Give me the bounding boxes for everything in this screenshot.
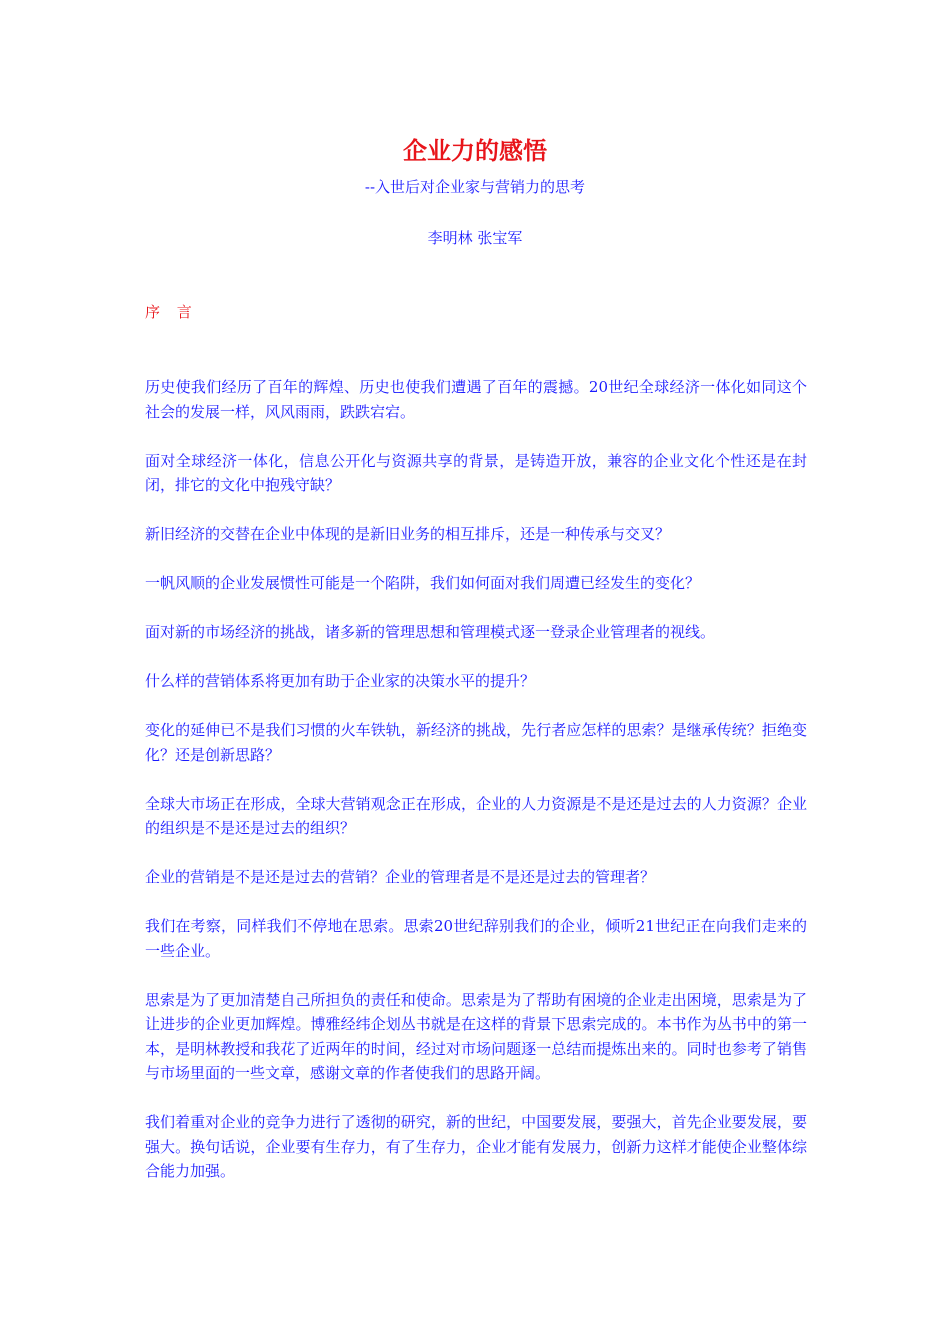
paragraph-6: 什么样的营销体系将更加有助于企业家的决策水平的提升？ bbox=[145, 672, 536, 690]
paragraph-4: 一帆风顺的企业发展惯性可能是一个陷阱，我们如何面对我们周遭已经发生的变化？ bbox=[145, 574, 701, 592]
paragraph-10: 我们在考察，同样我们不停地在思索。思索20世纪辞别我们的企业，倾听21世纪正在向我们走来的一些企业。 bbox=[145, 917, 807, 960]
paragraph-1: 历史使我们经历了百年的辉煌、历史也使我们遭遇了百年的震撼。20世纪全球经济一体化如同这个社会的发展一样，风风雨雨，跌跌宕宕。 bbox=[145, 378, 807, 421]
paragraph-2: 面对全球经济一体化，信息公开化与资源共享的背景，是铸造开放，兼容的企业文化个性还是在封闭，排它的文化中抱残守缺？ bbox=[145, 451, 807, 494]
paragraph-8: 全球大市场正在形成，全球大营销观念正在形成，企业的人力资源是不是还是过去的人力资源？企业的组织是不是还是过去的组织？ bbox=[145, 794, 807, 837]
paragraph-12: 我们着重对企业的竞争力进行了透彻的研究，新的世纪，中国要发展，要强大，首先企业要发展，要强大。换句话说，企业要有生存力，有了生存力，企业才能有发展力，创新力这样才能使企业整体综合能力加强。 bbox=[145, 1113, 807, 1180]
section-heading-preface: 序 言 bbox=[145, 303, 198, 321]
body-text bbox=[145, 375, 807, 1208]
paragraph-7: 变化的延伸已不是我们习惯的火车铁轨，新经济的挑战，先行者应怎样的思索？是继承传统？拒绝变化？还是创新思路？ bbox=[145, 721, 807, 764]
paragraph-3: 新旧经济的交替在企业中体现的是新旧业务的相互排斥，还是一种传承与交叉？ bbox=[145, 525, 671, 543]
document-title: 企业力的感悟 bbox=[403, 136, 547, 165]
document-subtitle: --入世后对企业家与营销力的思考 bbox=[364, 178, 586, 196]
document-authors: 李明林 张宝军 bbox=[427, 229, 523, 247]
paragraph-5: 面对新的市场经济的挑战，诸多新的管理思想和管理模式逐一登录企业管理者的视线。 bbox=[145, 623, 716, 641]
paragraph-11: 思索是为了更加清楚自己所担负的责任和使命。思索是为了帮助有困境的企业走出困境，思索是为了让进步的企业更加辉煌。博雅经纬企划丛书就是在这样的背景下思索完成的。本书作为丛书中的第一本，是明林教授和我花了近两年的时间，经过对市场问题逐一总结而提炼出来的。同时也参考了销售与市场里面的一些文章，感谢文章的作者使我们的思路开阔。 bbox=[145, 990, 807, 1082]
paragraph-9: 企业的营销是不是还是过去的营销？企业的管理者是不是还是过去的管理者？ bbox=[145, 868, 656, 886]
